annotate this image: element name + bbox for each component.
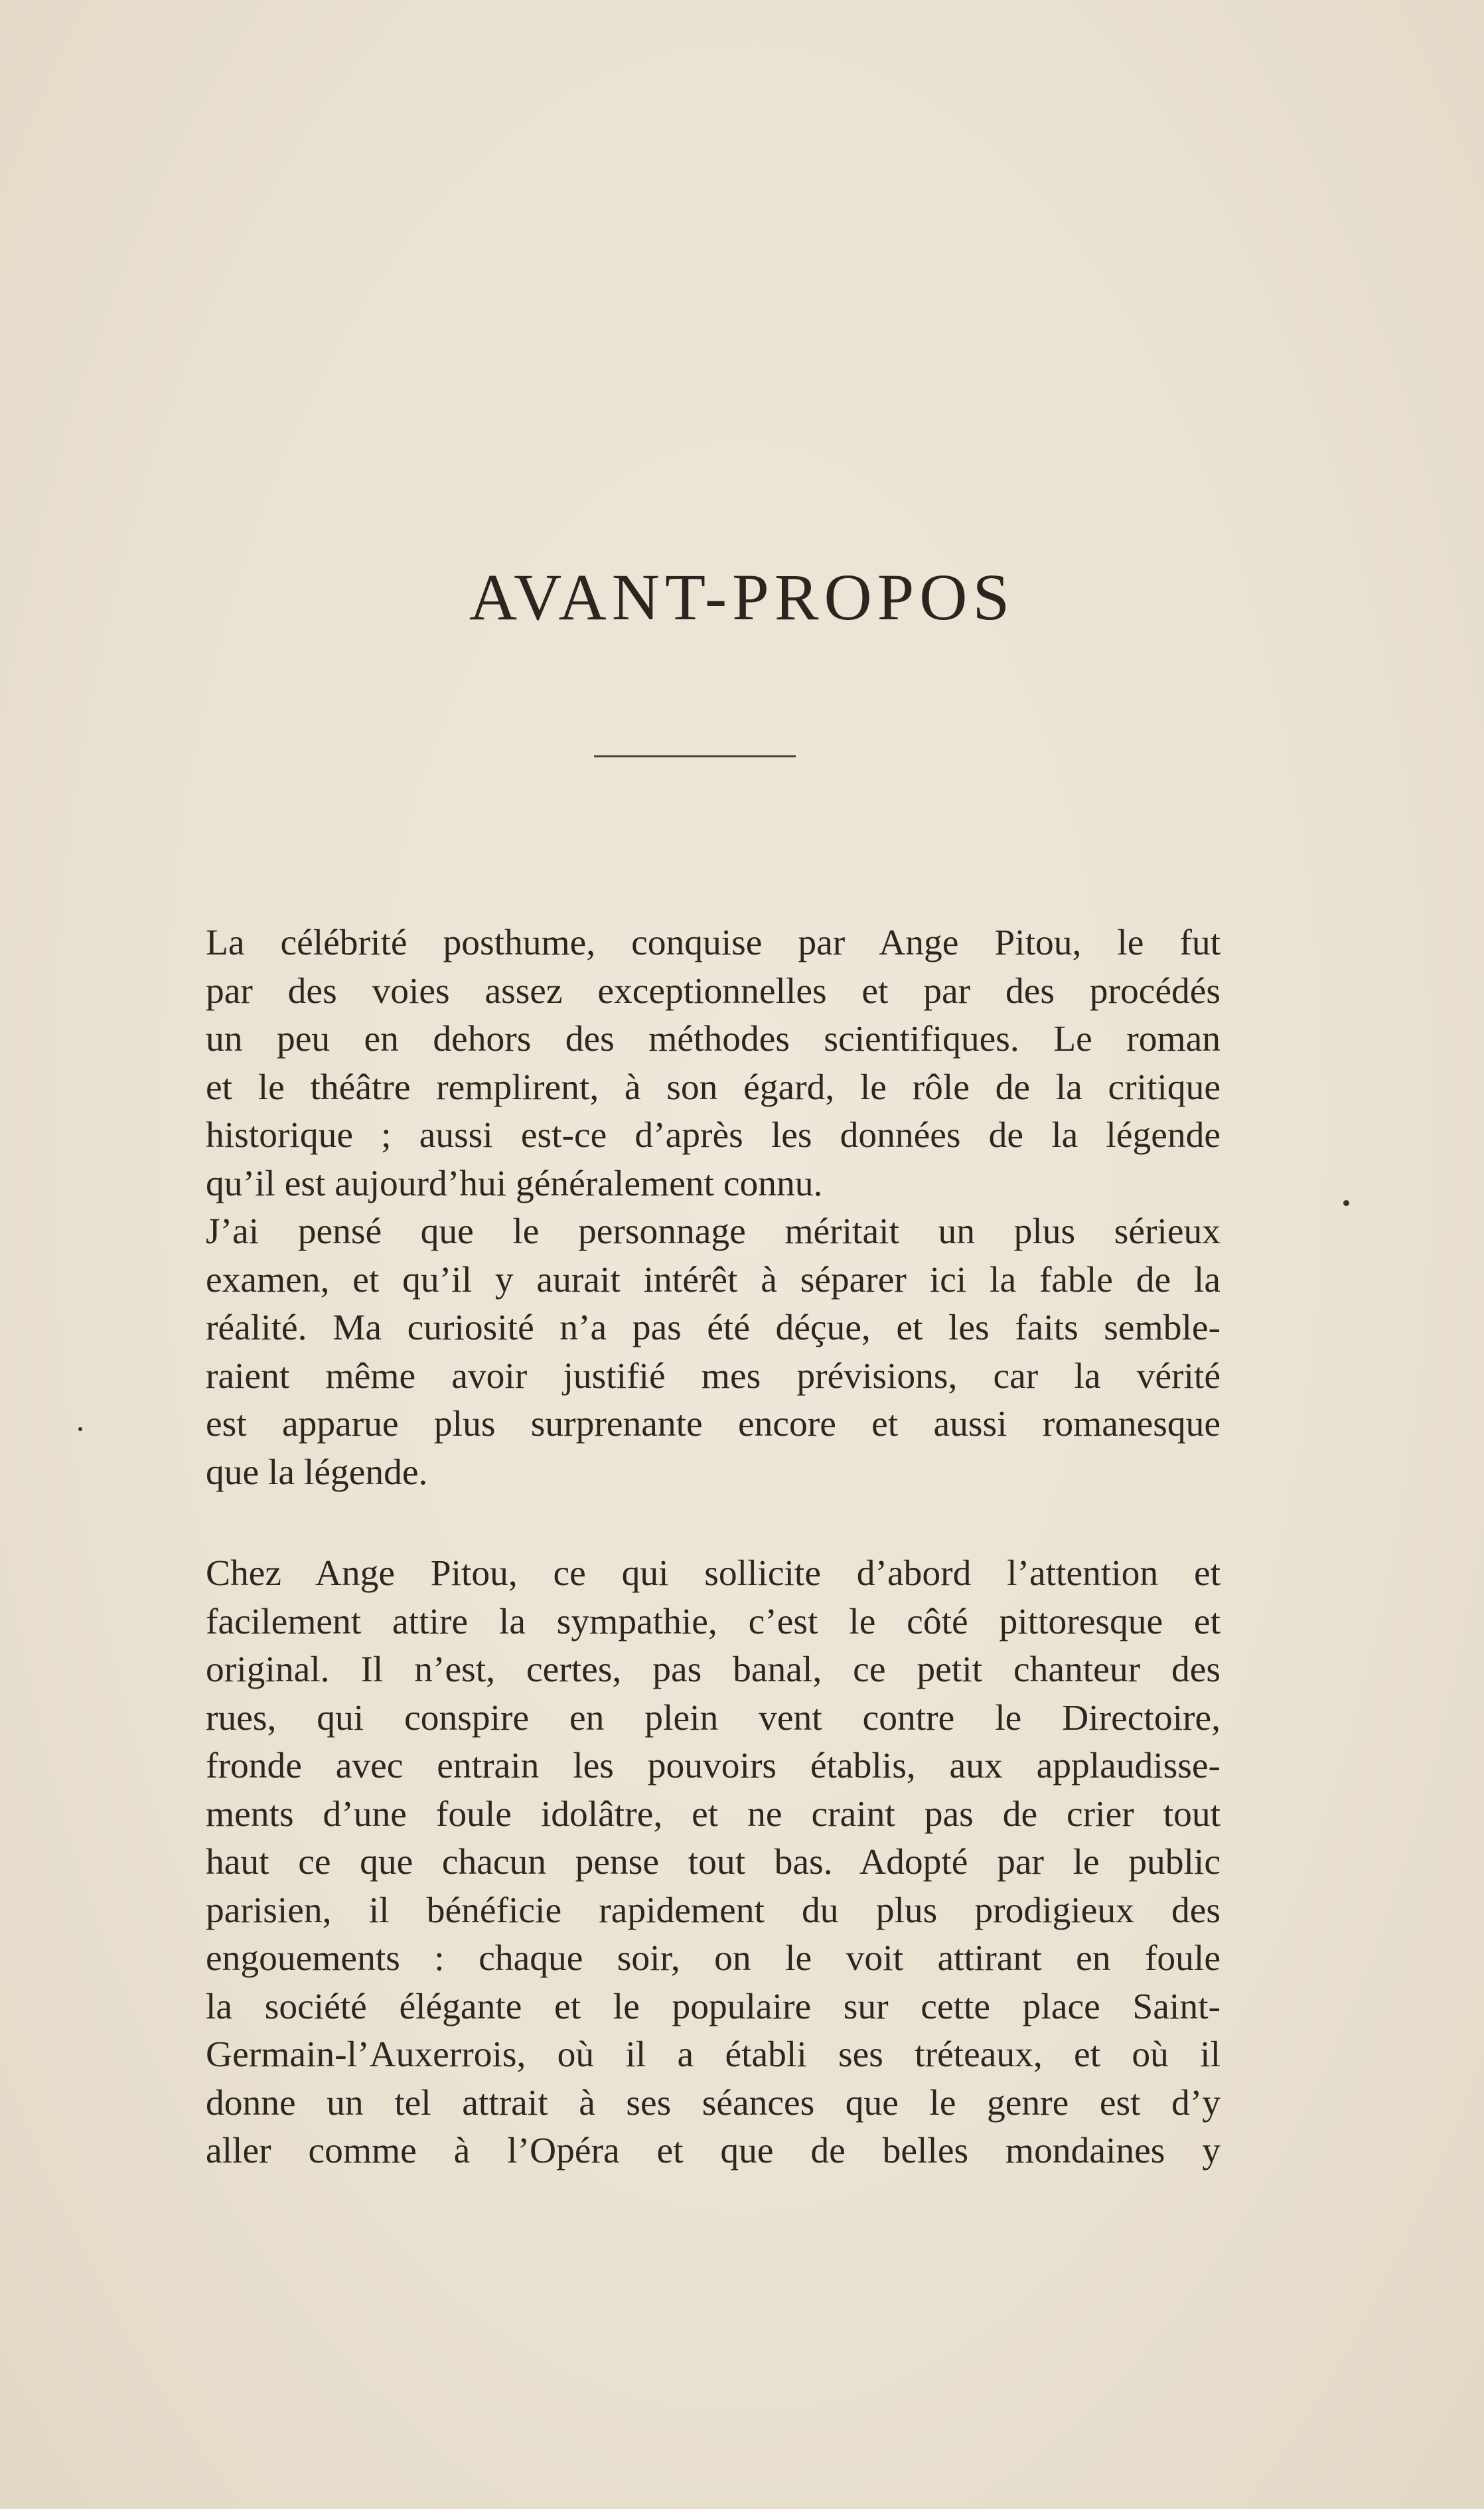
paragraph-3 — [164, 1550, 1221, 2176]
text-line: par des voies assez exceptionnelles et par des procédés — [206, 970, 1221, 1012]
text-line: haut ce que chacun pense tout bas. Adopté par le public — [206, 1842, 1221, 1882]
text-line: la société élégante et le populaire sur cette place Saint- — [206, 1986, 1221, 2027]
title-rule — [594, 755, 796, 757]
text-line: Chez Ange Pitou, ce qui sollicite d’abord l’attention et — [206, 1553, 1221, 1594]
ink-speck — [78, 1427, 82, 1431]
text-line: aller comme à l’Opéra et que de belles mondaines y — [206, 2131, 1221, 2171]
paragraph-1 — [164, 919, 1221, 1208]
text-line: J’ai pensé que le personnage méritait un plus sérieux — [206, 1211, 1221, 1252]
text-line: engouements : chaque soir, on le voit attirant en foule — [206, 1938, 1221, 1979]
text-block-2 — [164, 1550, 1221, 2176]
text-line: parisien, il bénéficie rapidement du plus prodigieux des — [206, 1890, 1221, 1931]
text-line: Germain-l’Auxerrois, où il a établi ses tréteaux, et où il — [206, 2034, 1221, 2075]
text-line: qu’il est aujourd’hui généralement connu. — [206, 1163, 823, 1204]
text-line: est apparue plus surprenante encore et aussi romanesque — [206, 1404, 1221, 1444]
text-line: ments d’une foule idolâtre, et ne craint pas de crier tout — [206, 1793, 1221, 1835]
paragraph-2 — [164, 1208, 1221, 1497]
text-line: examen, et qu’il y aurait intérêt à séparer ici la fable de la — [206, 1259, 1221, 1300]
text-line: fronde avec entrain les pouvoirs établis, aux applaudisse- — [206, 1746, 1221, 1786]
text-line: et le théâtre remplirent, à son égard, le rôle de la critique — [206, 1067, 1221, 1108]
text-line: raient même avoir justifié mes prévisions, car la vérité — [206, 1355, 1221, 1397]
text-block-1 — [164, 919, 1221, 1497]
text-line: donne un tel attrait à ses séances que le genre est d’y — [206, 2082, 1221, 2123]
text-line: que la légende. — [206, 1452, 428, 1493]
text-line: réalité. Ma curiosité n’a pas été déçue, et les faits semble- — [206, 1308, 1221, 1348]
text-line: La célébrité posthume, conquise par Ange Pitou, le fut — [206, 923, 1221, 963]
page-title: AVANT-PROPOS — [469, 560, 1015, 634]
ink-speck — [1343, 1200, 1349, 1206]
text-line: un peu en dehors des méthodes scientifiques. Le roman — [206, 1019, 1221, 1059]
text-line: rues, qui conspire en plein vent contre le Directoire, — [206, 1697, 1221, 1738]
text-line: historique ; aussi est-ce d’après les données de la légende — [206, 1115, 1221, 1156]
text-line: facilement attire la sympathie, c’est le côté pittoresque et — [206, 1601, 1221, 1642]
text-line: original. Il n’est, certes, pas banal, ce petit chanteur des — [206, 1649, 1221, 1690]
